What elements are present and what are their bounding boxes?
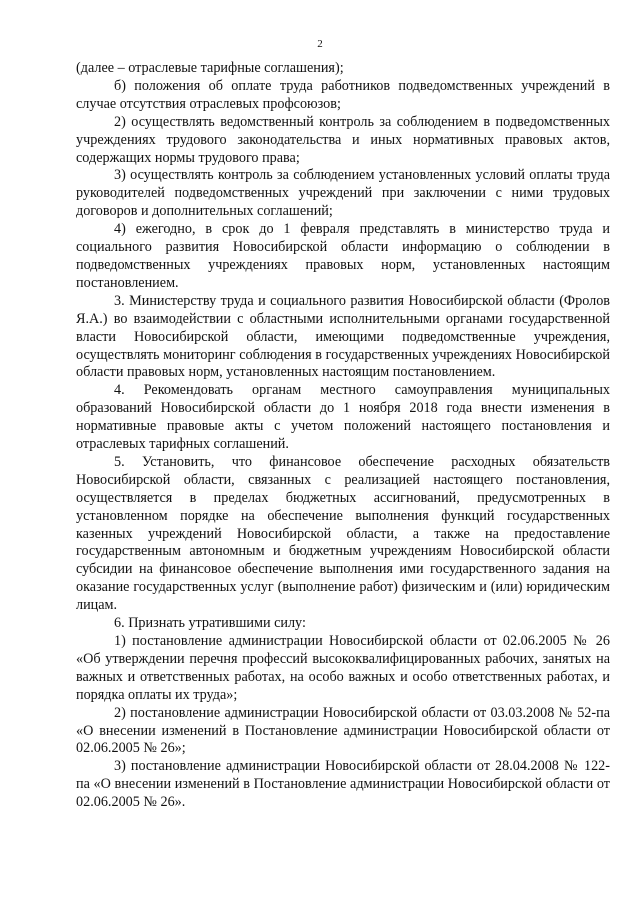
paragraph-repeal-item-3: 3) постановление администрации Новосибирской области от 28.04.2008 № 122-па «О внесении изменений в Постановление администрации Новосибирской области от 02.06.2005 № 26». xyxy=(76,758,610,811)
document-body xyxy=(76,60,610,812)
paragraph-item-2-departmental-control: 2) осуществлять ведомственный контроль за соблюдением в подведомственных учреждениях трудового законодательства и иных нормативных правовых актов, содержащих нормы трудового права; xyxy=(76,113,610,166)
paragraph-item-4-annual-report: 4) ежегодно, в срок до 1 февраля представлять в министерство труда и социального развития Новосибирской области информацию о соблюдении в подведомственных учреждениях правовых норм, установленных настоящим постановлением. xyxy=(76,221,610,291)
paragraph-clause-6-repeal: 6. Признать утратившими силу: xyxy=(114,615,306,632)
paragraph-item-3-wage-control: 3) осуществлять контроль за соблюдением установленных условий оплаты труда руководителей подведомственных учреждений при заключении с ними трудовых договоров и дополнительных соглашений; xyxy=(76,167,610,220)
paragraph-repeal-item-2: 2) постановление администрации Новосибирской области от 03.03.2008 № 52-па «О внесении изменений в Постановление администрации Новосибирской области от 02.06.2005 № 26»; xyxy=(76,704,610,757)
page-number: 2 xyxy=(317,38,323,50)
paragraph-clause-4-recommendation: 4. Рекомендовать органам местного самоуправления муниципальных образований Новосибирской области до 1 ноября 2018 года внести изменения в нормативные правовые акты с учетом положений настоящего постановления и отраслевых тарифных соглашений. xyxy=(76,382,610,453)
paragraph-clause-5-financing: 5. Установить, что финансовое обеспечение расходных обязательств Новосибирской области, связанных с реализацией настоящего постановления, осуществляется в пределах бюджетных ассигнований, предусмотренных в установленном порядке на обеспечение выполнения функций государственных казенных учреждений Новосибирской области, а также на предоставление государственным автономным и бюджетным учреждениям Новосибирской области субсидии на финансовое обеспечение выполнения ими государственного задания на оказание государственных услуг (выполнение работ) физическим и (или) юридическим лицам. xyxy=(76,453,610,614)
paragraph-continuation: (далее – отраслевые тарифные соглашения); xyxy=(76,60,344,76)
paragraph-repeal-item-1: 1) постановление администрации Новосибирской области от 02.06.2005 № 26 «Об утверждении перечня профессий высококвалифицированных рабочих, занятых на важных и ответственных работах, на особо важных и особо ответственных работах, и порядка оплаты их труда»; xyxy=(76,633,610,703)
paragraph-item-b: б) положения об оплате труда работников подведомственных учреждений в случае отсутствия отраслевых профсоюзов; xyxy=(76,77,610,112)
paragraph-clause-3-ministry: 3. Министерству труда и социального развития Новосибирской области (Фролов Я.А.) во взаимодействии с областными исполнительными органами государственной власти Новосибирской области, имеющими подведомственные учреждения, осуществлять мониторинг соблюдения в государственных учреждениях Новосибирской области правовых норм, установленных настоящим постановлением. xyxy=(76,292,610,381)
